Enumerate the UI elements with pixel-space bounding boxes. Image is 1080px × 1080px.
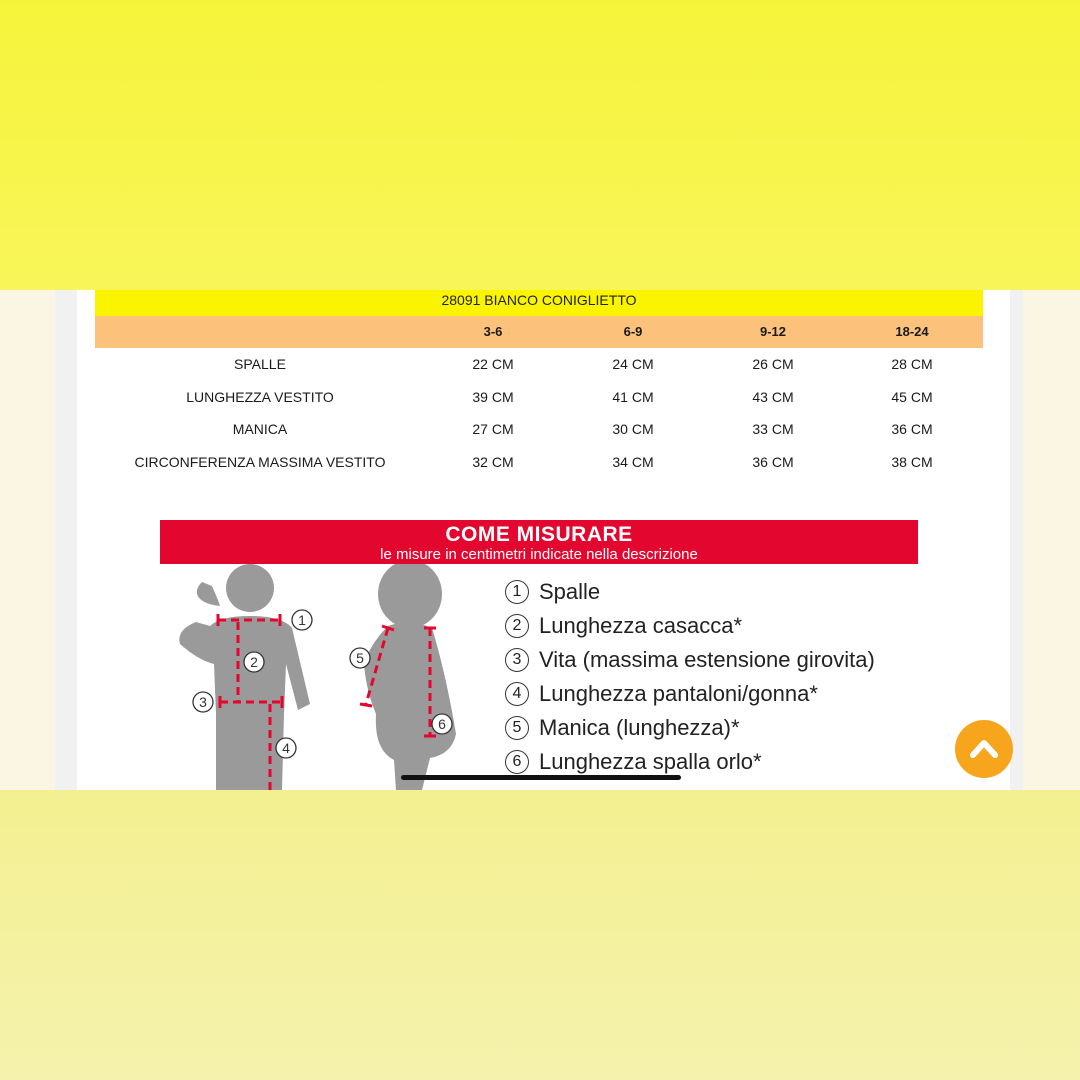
table-cell: 39 CM — [472, 389, 514, 405]
legend-text: Lunghezza pantaloni/gonna* — [539, 681, 818, 706]
table-cell: 45 CM — [891, 389, 933, 405]
figure-marker-1 — [292, 610, 312, 630]
row-label: SPALLE — [234, 356, 286, 372]
product-title: 28091 BIANCO CONIGLIETTO — [95, 290, 983, 316]
measurement-legend — [505, 575, 875, 779]
table-cell: 22 CM — [472, 356, 514, 372]
how-to-measure-banner — [160, 520, 918, 564]
legend-number: 3 — [505, 648, 529, 672]
table-cell: 36 CM — [891, 421, 933, 437]
size-col-header: 9-12 — [759, 324, 787, 339]
figure-marker-label: 2 — [250, 654, 258, 670]
legend-item — [505, 677, 875, 711]
table-cell: 34 CM — [612, 454, 654, 470]
banner-subtitle: le misure in centimetri indicate nella descrizione — [380, 546, 698, 563]
figure-marker-label: 3 — [199, 694, 207, 710]
screenshot-area — [0, 290, 1080, 790]
legend-text: Vita (massima estensione girovita) — [539, 647, 875, 672]
legend-text: Spalle — [539, 579, 601, 604]
legend-number: 5 — [505, 716, 529, 740]
table-cell: 36 CM — [752, 454, 794, 470]
top-background-band — [0, 0, 1080, 290]
legend-text: Manica (lunghezza)* — [539, 715, 740, 740]
table-row — [95, 446, 983, 478]
row-label: MANICA — [232, 421, 288, 437]
figure-marker-3 — [193, 692, 213, 712]
figure-marker-5 — [350, 648, 370, 668]
size-col-header: 6-9 — [623, 324, 643, 339]
legend-text: Lunghezza spalla orlo* — [539, 749, 762, 774]
measurement-figures-illustration — [160, 564, 490, 790]
home-indicator-bar[interactable] — [401, 775, 681, 780]
legend-item — [505, 575, 875, 609]
legend-item — [505, 643, 875, 677]
figure-marker-label: 6 — [438, 716, 446, 732]
size-header-row — [95, 316, 983, 348]
row-label: LUNGHEZZA VESTITO — [186, 389, 334, 405]
legend-number: 6 — [505, 750, 529, 774]
table-cell: 28 CM — [891, 356, 933, 372]
row-label: CIRCONFERENZA MASSIMA VESTITO — [134, 454, 386, 470]
legend-number: 2 — [505, 614, 529, 638]
scroll-to-top-button[interactable] — [955, 720, 1013, 778]
figure-marker-label: 1 — [298, 612, 306, 628]
size-col-header: 3-6 — [483, 324, 503, 339]
figure-marker-4 — [276, 738, 296, 758]
legend-number: 4 — [505, 682, 529, 706]
chevron-up-icon — [969, 734, 999, 764]
figure-marker-2 — [244, 652, 264, 672]
girl-silhouette — [364, 564, 456, 790]
table-cell: 24 CM — [612, 356, 654, 372]
legend-item — [505, 711, 875, 745]
table-row — [95, 413, 983, 445]
table-cell: 26 CM — [752, 356, 794, 372]
legend-number: 1 — [505, 580, 529, 604]
table-cell: 43 CM — [752, 389, 794, 405]
figure-marker-6 — [432, 714, 452, 734]
table-cell: 30 CM — [612, 421, 654, 437]
table-cell: 33 CM — [752, 421, 794, 437]
legend-item — [505, 609, 875, 643]
size-col-header: 18-24 — [895, 324, 929, 339]
table-row — [95, 381, 983, 413]
banner-title: COME MISURARE — [445, 523, 633, 546]
bottom-background-band — [0, 790, 1080, 1080]
table-cell: 27 CM — [472, 421, 514, 437]
figure-marker-label: 5 — [356, 650, 364, 666]
table-cell: 41 CM — [612, 389, 654, 405]
table-row — [95, 348, 983, 380]
table-cell: 32 CM — [472, 454, 514, 470]
legend-item — [505, 745, 875, 779]
figure-marker-label: 4 — [282, 740, 290, 756]
legend-text: Lunghezza casacca* — [539, 613, 743, 638]
table-cell: 38 CM — [891, 454, 933, 470]
